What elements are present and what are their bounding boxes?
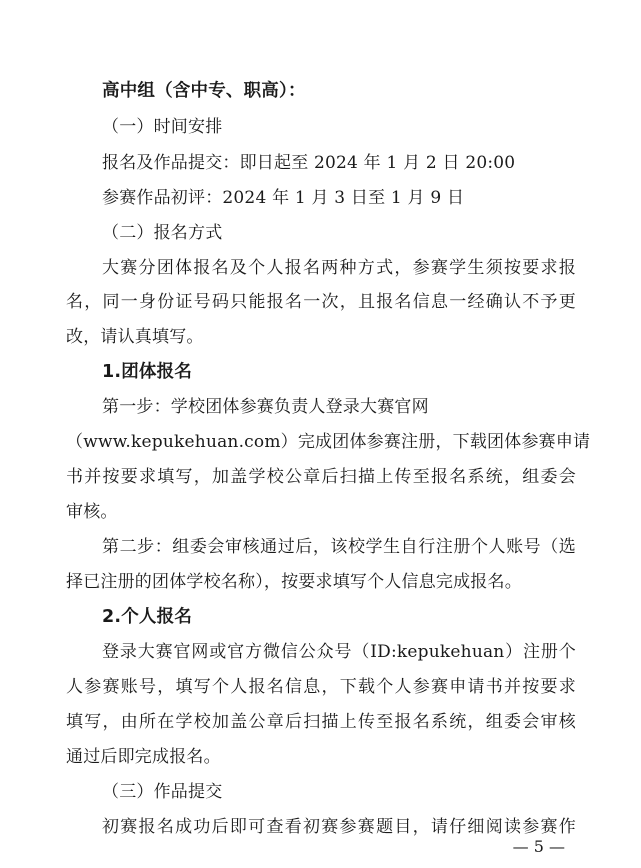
part1-line-registration: 报名及作品提交：即日起至 2024 年 1 月 2 日 20:00 [102,153,516,173]
group-step2-line: 择已注册的团体学校名称），按要求填写个人信息完成报名。 [66,572,522,592]
group-step2-line: 第二步：组委会审核通过后，该校学生自行注册个人账号（选 [102,537,576,557]
individual-paragraph-line: 登录大赛官网或官方微信公众号（ID:kepukehuan）注册个 [102,642,576,662]
individual-registration-heading: 2.个人报名 [102,607,193,627]
group-step1-line: 第一步：学校团体参赛负责人登录大赛官网 [102,397,429,417]
individual-paragraph-line: 填写，由所在学校加盖公章后扫描上传至报名系统，组委会审核 [66,712,576,732]
part1-heading: （一）时间安排 [102,117,223,137]
part2-paragraph-line: 名，同一身份证号码只能报名一次，且报名信息一经确认不予更 [66,292,576,312]
individual-paragraph-line: 通过后即完成报名。 [66,747,221,767]
section-title: 高中组（含中专、职高）： [102,81,306,101]
part3-heading: （三）作品提交 [102,782,223,802]
part2-heading: （二）报名方式 [102,223,223,243]
group-step1-line: 书并按要求填写，加盖学校公章后扫描上传至报名系统，组委会 [66,467,576,487]
part3-paragraph-line: 初赛报名成功后即可查看初赛参赛题目，请仔细阅读参赛作 [102,817,576,837]
group-registration-heading: 1.团体报名 [102,362,193,382]
group-step1-line: （www.kepukehuan.com）完成团体参赛注册，下载团体参赛申请 [66,432,591,452]
part2-paragraph-line: 大赛分团体报名及个人报名两种方式，参赛学生须按要求报 [102,258,576,278]
group-step1-line: 审核。 [66,502,118,522]
individual-paragraph-line: 人参赛账号，填写个人报名信息，下载个人参赛申请书并按要求 [66,677,576,697]
page-number: — 5 — [512,837,565,856]
part1-line-review: 参赛作品初评：2024 年 1 月 3 日至 1 月 9 日 [102,188,465,208]
part2-paragraph-line: 改，请认真填写。 [66,327,204,347]
